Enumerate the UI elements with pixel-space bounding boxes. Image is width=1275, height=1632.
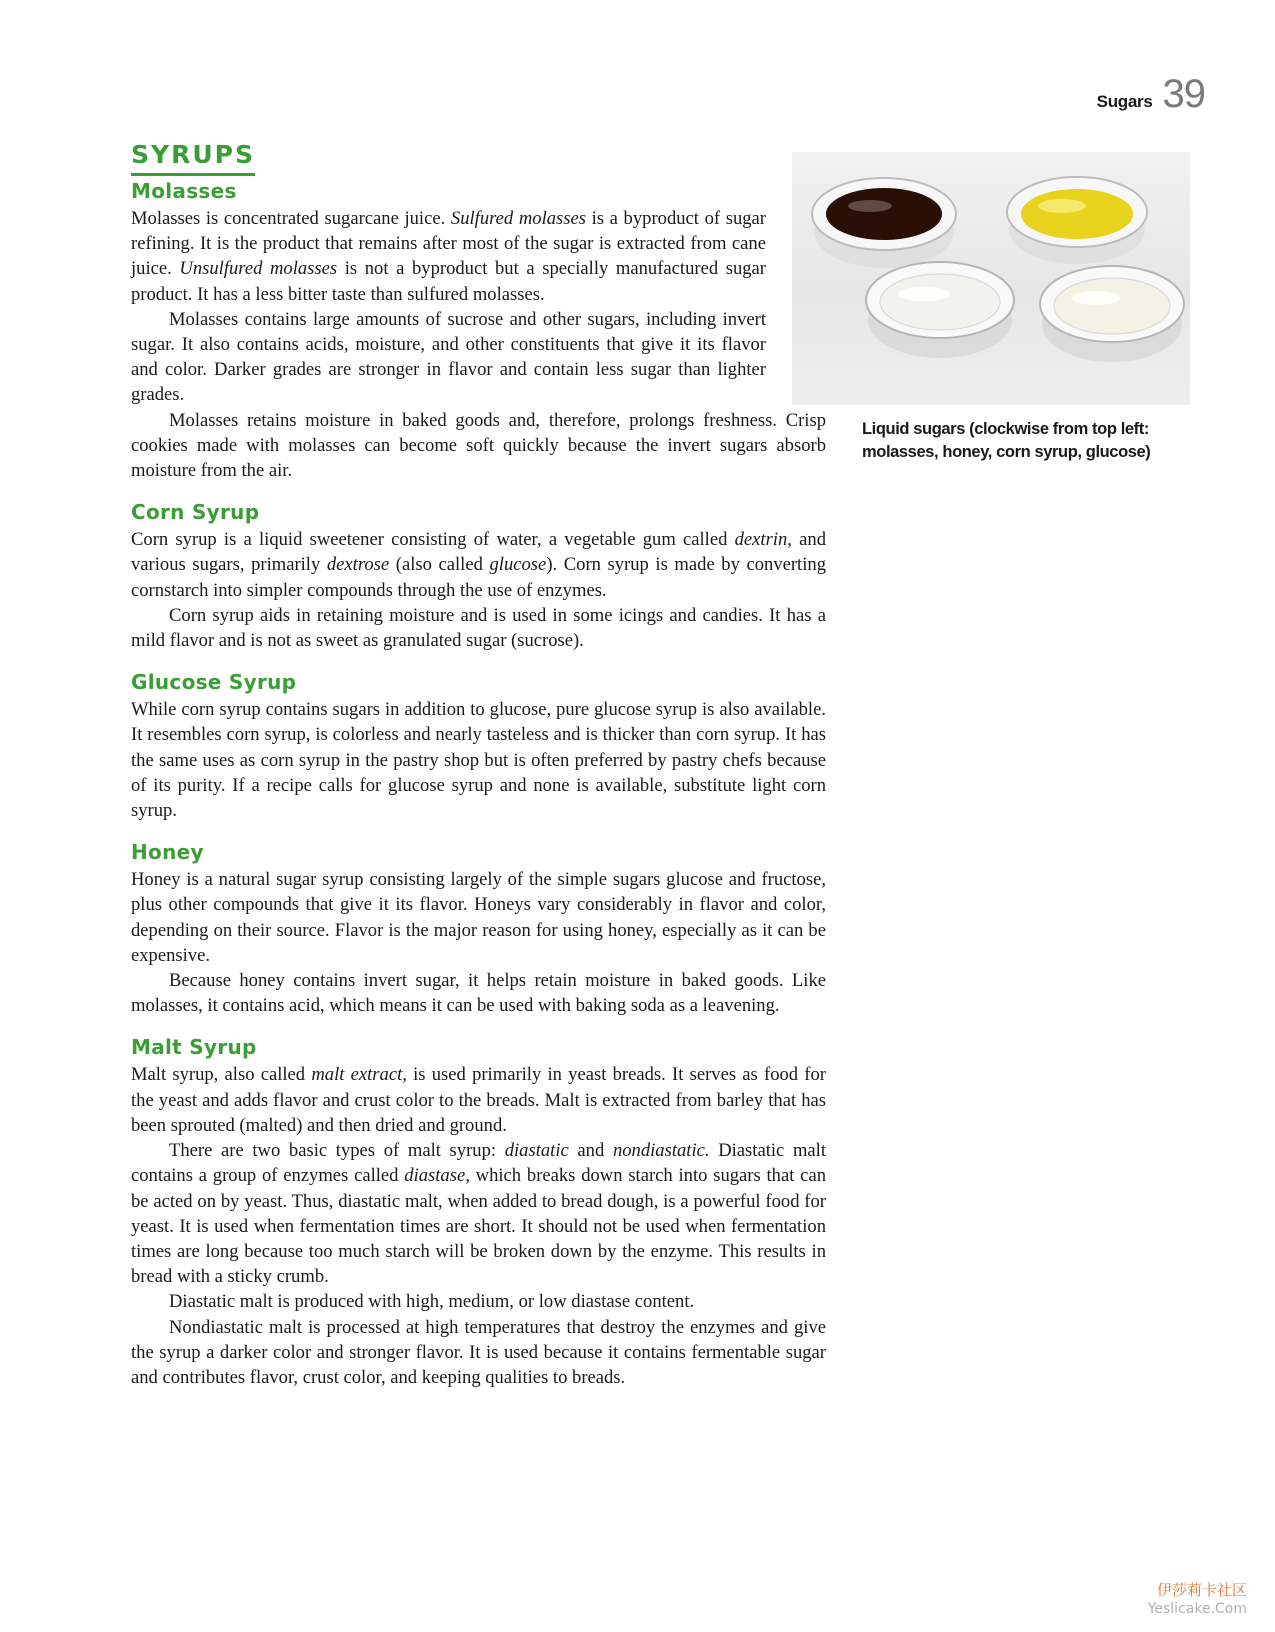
corn-syrup-bowl	[1040, 266, 1184, 362]
heading-molasses: Molasses	[131, 179, 237, 203]
molasses-paragraph-1: Molasses is concentrated sugarcane juice. Sulfured molasses is a byproduct of sugar refining. It is the product that remains after most of the sugar is extracted from cane juice. Unsulfured molasses is not a byproduct but a specially manufactured sugar product. It has a less bitter taste than sulfured molasses.	[131, 208, 766, 305]
glucose-syrup-paragraph-1: While corn syrup contains sugars in addition to glucose, pure glucose syrup is also available. It resembles corn syrup, is colorless and nearly tasteless and is thicker than corn syrup. It has the same uses as corn syrup in the pastry shop but is often preferred by pastry chefs because of its purity. If a recipe calls for glucose syrup and none is available, substitute light corn syrup.	[131, 699, 826, 822]
molasses-bowl	[812, 178, 956, 268]
molasses-paragraph-3: Molasses retains moisture in baked goods and, therefore, prolongs freshness. Crisp cookies made with molasses can become soft quickly because the invert sugars absorb moisture from the air.	[131, 409, 826, 482]
section-title: SYRUPS	[131, 140, 255, 176]
page-number: 39	[1162, 72, 1205, 116]
heading-corn-syrup: Corn Syrup	[131, 500, 260, 525]
heading-malt-syrup: Malt Syrup	[131, 1035, 257, 1060]
corn-syrup-paragraph-2: Corn syrup aids in retaining moisture and is used in some icings and candies. It has a mild flavor and is not as sweet as granulated sugar (sucrose).	[131, 604, 826, 652]
honey-paragraph-2: Because honey contains invert sugar, it helps retain moisture in baked goods. Like molasses, it contains acid, which means it can be used with baking soda as a leavening.	[131, 970, 826, 1017]
watermark	[1148, 1580, 1247, 1618]
heading-glucose-syrup: Glucose Syrup	[131, 670, 297, 695]
watermark-cn: 伊莎莉卡社区	[1156, 1581, 1247, 1599]
main-column	[131, 140, 826, 1390]
corn-syrup-paragraph-1: Corn syrup is a liquid sweetener consisting of water, a vegetable gum called dextrin, and various sugars, primarily dextrose (also called glucose). Corn syrup is made by converting cornstarch into simpler compounds through the use of enzymes.	[131, 529, 826, 601]
molasses-paragraph-2: Molasses contains large amounts of sucrose and other sugars, including invert sugar. It also contains acids, moisture, and other constituents that give it its flavor and color. Darker grades are stronger in flavor and contain less sugar than lighter grades.	[131, 308, 766, 406]
running-head	[1000, 72, 1205, 116]
running-head-label: Sugars	[1096, 92, 1153, 111]
watermark-en: Yeslicake.Com	[1147, 1601, 1247, 1617]
heading-honey: Honey	[131, 840, 204, 865]
glucose-bowl	[866, 262, 1014, 358]
photo-caption: Liquid sugars (clockwise from top left: molasses, honey, corn syrup, glucose)	[862, 420, 1151, 461]
bowls-illustration	[792, 152, 1190, 405]
malt-syrup-paragraph-1: Malt syrup, also called malt extract, is used primarily in yeast breads. It serves as food for the yeast and adds flavor and crust color to the breads. Malt is extracted from barley that has been sprouted (malted) and then dried and ground.	[131, 1064, 826, 1136]
molasses-section	[131, 176, 826, 408]
malt-syrup-paragraph-3: Diastatic malt is produced with high, medium, or low diastase content.	[169, 1291, 695, 1313]
honey-paragraph-1: Honey is a natural sugar syrup consisting largely of the simple sugars glucose and fructose, plus other compounds that give it its flavor. Honeys vary considerably in flavor and color, depending on their source. Flavor is the major reason for using honey, especially as it can be expensive.	[131, 869, 826, 966]
liquid-sugars-photo	[792, 152, 1190, 405]
malt-syrup-paragraph-4: Nondiastatic malt is processed at high temperatures that destroy the enzymes and give the syrup a darker color and stronger flavor. It is used because it contains fermentable sugar and contributes flavor, crust color, and keeping qualities to breads.	[131, 1316, 826, 1388]
malt-syrup-paragraph-2: There are two basic types of malt syrup: diastatic and nondiastatic. Diastatic malt contains a group of enzymes called diastase, which breaks down starch into sugars that can be acted on by yeast. Thus, diastatic malt, when added to bread dough, is a powerful food for yeast. It is used when fermentation times are short. It should not be used when fermentation times are long because too much starch will be broken down by the enzyme. This results in bread with a sticky crumb.	[131, 1140, 826, 1288]
honey-bowl	[1007, 177, 1147, 264]
